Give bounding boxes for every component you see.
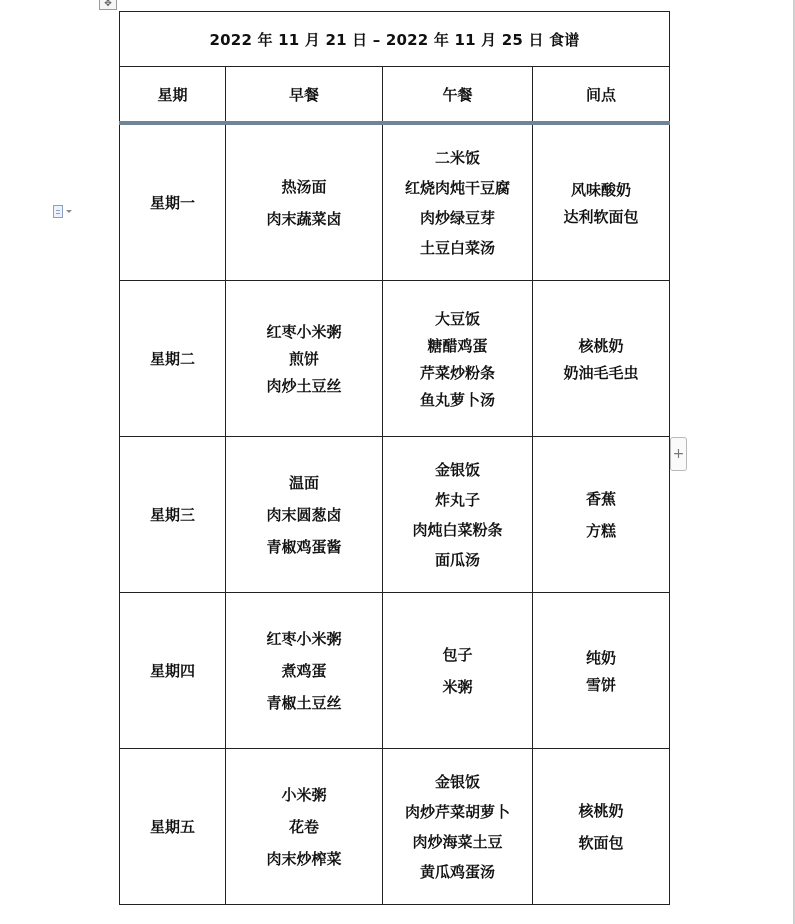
menu-item: 大豆饭: [434, 309, 480, 328]
paragraph-options-button[interactable]: [53, 204, 81, 218]
title-row: [120, 12, 670, 67]
header-row: [120, 67, 670, 124]
menu-item: 青椒鸡蛋酱: [266, 538, 342, 556]
snack-cell: [533, 281, 670, 437]
menu-item: 奶油毛毛虫: [563, 363, 639, 382]
breakfast-cell: [226, 123, 383, 281]
table-row: [120, 437, 670, 593]
breakfast-cell: [226, 281, 383, 437]
menu-item: 糖醋鸡蛋: [427, 336, 488, 355]
menu-item: 肉炖白菜粉条: [412, 521, 503, 539]
menu-item: 红烧肉炖干豆腐: [404, 179, 510, 197]
day-cell: 星期一: [120, 123, 226, 281]
menu-item: 热汤面: [281, 178, 327, 196]
menu-item: 软面包: [578, 834, 624, 852]
menu-item: 肉炒绿豆芽: [419, 209, 495, 227]
menu-title: 2022 年 11 月 21 日 – 2022 年 11 月 25 日 食谱: [120, 12, 670, 67]
header-snack: 间点: [533, 67, 670, 124]
lunch-cell: [383, 437, 533, 593]
table-row: [120, 281, 670, 437]
menu-item: 米粥: [442, 678, 473, 696]
menu-item: 鱼丸萝卜汤: [419, 390, 495, 409]
menu-item: 肉末蔬菜卤: [266, 210, 342, 228]
table-move-handle-icon[interactable]: ✥: [99, 0, 117, 10]
snack-cell: [533, 437, 670, 593]
lunch-cell: [383, 593, 533, 749]
menu-item: 花卷: [288, 818, 319, 836]
menu-item: 香蕉: [586, 490, 617, 508]
document-icon: [53, 205, 63, 218]
menu-item: 土豆白菜汤: [419, 239, 495, 257]
add-column-button[interactable]: [670, 437, 687, 471]
menu-item: 纯奶: [586, 648, 617, 667]
menu-item: 金银饭: [434, 773, 480, 791]
day-cell: 星期五: [120, 749, 226, 905]
menu-item: 煎饼: [288, 350, 319, 368]
header-lunch: 午餐: [383, 67, 533, 124]
header-day: 星期: [120, 67, 226, 124]
lunch-cell: [383, 123, 533, 281]
menu-item: 肉炒芹菜胡萝卜: [404, 803, 510, 821]
menu-item: 温面: [288, 474, 319, 492]
menu-item: 雪饼: [586, 675, 617, 694]
breakfast-cell: [226, 437, 383, 593]
menu-item: 黄瓜鸡蛋汤: [419, 863, 495, 881]
snack-cell: [533, 749, 670, 905]
day-cell: 星期四: [120, 593, 226, 749]
day-cell: 星期三: [120, 437, 226, 593]
lunch-cell: [383, 749, 533, 905]
chevron-down-icon: [66, 210, 72, 213]
plus-icon: +: [672, 446, 685, 462]
menu-item: 核桃奶: [578, 802, 624, 820]
menu-item: 金银饭: [434, 461, 480, 479]
menu-item: 小米粥: [281, 786, 327, 804]
menu-item: 红枣小米粥: [266, 323, 342, 341]
menu-item: 核桃奶: [578, 336, 624, 355]
menu-item: 肉末圆葱卤: [266, 506, 342, 524]
lunch-cell: [383, 281, 533, 437]
menu-item: 肉末炒榨菜: [266, 850, 342, 868]
snack-cell: [533, 123, 670, 281]
menu-item: 芹菜炒粉条: [419, 363, 495, 382]
table-row: [120, 749, 670, 905]
menu-item: 达利软面包: [563, 207, 639, 226]
menu-item: 肉炒海菜土豆: [412, 833, 503, 851]
breakfast-cell: [226, 593, 383, 749]
day-cell: 星期二: [120, 281, 226, 437]
menu-item: 肉炒土豆丝: [266, 377, 342, 395]
menu-item: 红枣小米粥: [266, 630, 342, 648]
menu-item: 面瓜汤: [434, 551, 480, 569]
snack-cell: [533, 593, 670, 749]
header-breakfast: 早餐: [226, 67, 383, 124]
menu-item: 风味酸奶: [571, 180, 632, 199]
table-row: [120, 593, 670, 749]
weekly-menu-table: [119, 11, 670, 905]
breakfast-cell: [226, 749, 383, 905]
menu-item: 包子: [442, 646, 473, 664]
menu-item: 二米饭: [434, 149, 480, 167]
menu-item: 方糕: [586, 522, 617, 540]
menu-item: 煮鸡蛋: [281, 662, 327, 680]
menu-item: 青椒土豆丝: [266, 694, 342, 712]
menu-item: 炸丸子: [434, 491, 480, 509]
table-row: [120, 123, 670, 281]
